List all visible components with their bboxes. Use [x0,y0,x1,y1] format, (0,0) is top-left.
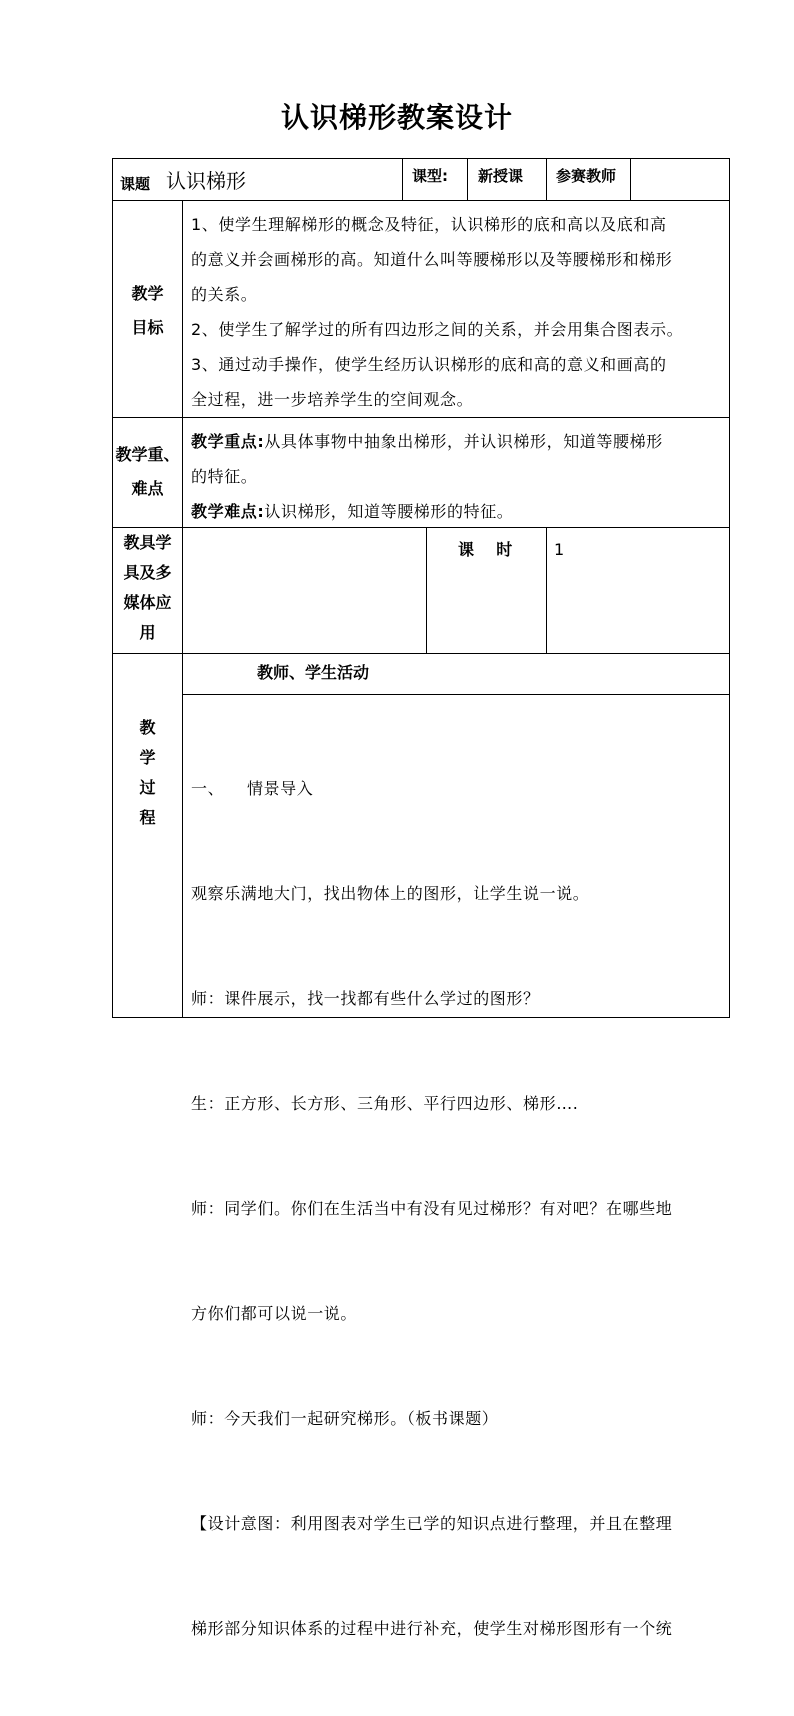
materials-label: 教具学 具及多 媒体应 用 [123,533,172,642]
process-line: 【设计意图：利用图表对学生已学的知识点进行整理，并且在整理 [191,1514,673,1533]
process-text [191,701,672,1716]
topic-value: 认识梯形 [166,169,246,193]
process-line: 生：正方形、长方形、三角形、平行四边形、梯形…. [191,1094,579,1113]
process-label: 教 学 过 程 [139,718,156,827]
process-line: 师：同学们。你们在生活当中有没有见过梯形？有对吧？在哪些地 [191,1199,673,1218]
goals-line: 的关系。 [191,285,258,304]
lesson-type-label: 课型: [412,167,448,185]
hours-label: 课 时 [458,540,513,559]
goals-line: 的意义并会画梯形的高。知道什么叫等腰梯形以及等腰梯形和梯形 [191,250,673,269]
teacher-label: 参赛教师 [556,167,617,185]
process-line: 观察乐满地大门，找出物体上的图形，让学生说一说。 [191,884,590,903]
hours-value: 1 [554,540,565,559]
difficulty-label: 教学难点: [191,502,265,521]
process-line: 师：今天我们一起研究梯形。（板书课题） [191,1409,499,1428]
goals-line: 1、使学生理解梯形的概念及特征，认识梯形的底和高以及底和高 [191,215,667,234]
topic-label: 课题 [120,175,151,193]
process-line: 方你们都可以说一说。 [191,1304,358,1323]
focus-label: 教学重点: [191,432,265,451]
document-title: 认识梯形教案设计 [280,101,513,134]
focus-line [191,424,663,459]
goals-label: 教学 目标 [131,284,164,337]
process-line: 师：课件展示，找一找都有些什么学过的图形？ [191,989,540,1008]
process-line: 一、 情景导入 [191,779,314,798]
focus-text: 从具体事物中抽象出梯形，并认识梯形，知道等腰梯形 [264,432,663,451]
goals-line: 全过程，进一步培养学生的空间观念。 [191,390,474,409]
process-header: 教师、学生活动 [257,663,370,682]
goals-text [191,207,683,417]
key-points-text [191,424,663,529]
goals-line: 3、通过动手操作，使学生经历认识梯形的底和高的意义和画高的 [191,355,667,374]
lesson-type-value: 新授课 [478,167,524,185]
goals-line: 2、使学生了解学过的所有四边形之间的关系，并会用集合图表示。 [191,320,684,339]
key-points-label: 教学重、 难点 [115,445,180,498]
difficulty-line [191,494,663,529]
difficulty-text: 认识梯形，知道等腰梯形的特征。 [264,502,514,521]
focus-line-2: 的特征。 [191,467,258,486]
process-line: 梯形部分知识体系的过程中进行补充，使学生对梯形图形有一个统 [191,1619,673,1638]
